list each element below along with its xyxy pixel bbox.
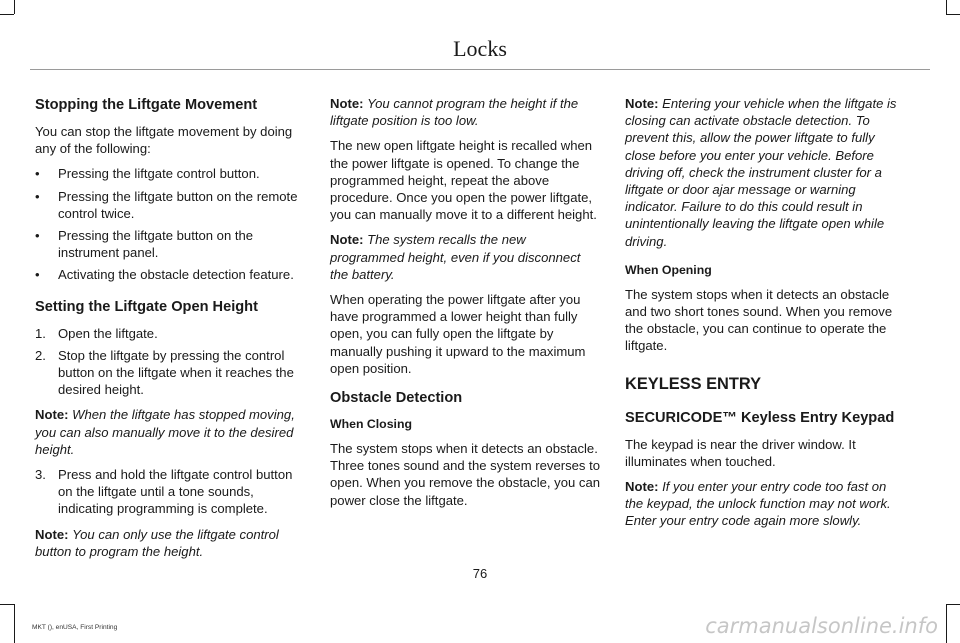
list-item: • Pressing the liftgate button on the instrument panel. (35, 228, 254, 261)
list-item: • Pressing the liftgate button on the remote control twice. (35, 188, 298, 221)
bullet-marker: • (35, 188, 40, 204)
paragraph-keypad-location: The keypad is near the driver window. It illuminates when touched. (625, 436, 856, 469)
heading-obstacle-detection: Obstacle Detection (330, 390, 463, 407)
crop-mark-top-left-v (14, 0, 15, 14)
steps-list-a (35, 325, 307, 399)
bullet-marker: • (35, 166, 40, 182)
heading-when-opening: When Opening (625, 262, 712, 277)
footer-print-info: MKT (), enUSA, First Printing (32, 624, 118, 631)
crop-mark-top-left-h (0, 14, 14, 15)
crop-mark-bottom-left-h (0, 604, 14, 605)
paragraph-lower-height: When operating the power liftgate after you have programmed a lower height than fully open, you can fully open the liftgate by manually pushing it upward to the maximum open position. (330, 292, 586, 376)
crop-mark-bottom-right-v (946, 604, 947, 643)
bullet-marker: • (35, 267, 40, 283)
column-1 (35, 95, 307, 568)
note-height-too-low: Note: You cannot program the height if the liftgate position is too low. (330, 96, 579, 129)
paragraph-height-recalled: The new open liftgate height is recalled when the power liftgate is opened. To change the programmed height, repeat the above procedure. Once you open the power liftgate, you can manually move it to a different height. (330, 138, 597, 223)
heading-when-closing: When Closing (330, 417, 412, 432)
note-program-height: Note: You can only use the liftgate control button to program the height. (35, 526, 279, 559)
heading-stopping-liftgate: Stopping the Liftgate Movement (35, 97, 258, 113)
note-obstacle-entering: Note: Entering your vehicle when the liftgate is closing can activate obstacle detection. To prevent this, allow the power liftgate to fully close before you enter your vehicle. Before driving off, check the instrument cluster for a liftgate or door ajar message or warning indicator. Failure to do this could result in unintentionally leaving the liftgate open while driving. (625, 96, 897, 249)
crop-mark-bottom-left-v (14, 604, 15, 643)
list-item: • Pressing the liftgate control button. (35, 166, 260, 182)
note-recalls-height: Note: The system recalls the new programmed height, even if you disconnect the battery. (330, 232, 581, 282)
header-divider (30, 69, 930, 70)
list-item: • Activating the obstacle detection feature. (35, 267, 294, 283)
list-item: 3. Press and hold the liftgate control button on the liftgate until a tone sounds, indicating programming is complete. (35, 467, 293, 517)
crop-mark-top-right-v (946, 0, 947, 14)
paragraph-closing-obstacle: The system stops when it detects an obstacle. Three tones sound and the system reverses to open. When you remove the obstacle, you can power close the liftgate. (330, 441, 601, 508)
page-header-title: Locks (453, 36, 507, 61)
bullet-marker: • (35, 228, 40, 244)
heading-securicode-keypad: SECURICODE™ Keyless Entry Keypad (625, 409, 895, 426)
list-item: 1. Open the liftgate. (35, 325, 158, 341)
crop-mark-bottom-right-h (946, 604, 960, 605)
bullet-list-stop-methods (35, 165, 307, 283)
note-entry-code-fast: Note: If you enter your entry code too fast on the keypad, the unlock function may not work. Enter your entry code again more slowly. (625, 479, 891, 529)
heading-keyless-entry: KEYLESS ENTRY (625, 374, 762, 393)
paragraph-stop-intro: You can stop the liftgate movement by doing any of the following: (35, 124, 293, 157)
list-item: 2. Stop the liftgate by pressing the control button on the liftgate when it reaches the desired height. (35, 347, 294, 398)
column-3 (625, 95, 897, 538)
page-number: 76 (472, 566, 488, 581)
paragraph-opening-obstacle: The system stops when it detects an obstacle and two short tones sound. When you remove the obstacle, you can continue to operate the liftgate. (625, 286, 893, 354)
site-watermark: carmanualsonline.info (705, 614, 938, 638)
heading-setting-open-height: Setting the Liftgate Open Height (35, 298, 258, 315)
note-manual-move: Note: When the liftgate has stopped moving, you can also manually move it to the desired height. (35, 407, 295, 457)
steps-list-b (35, 466, 307, 518)
crop-mark-top-right-h (946, 14, 960, 15)
column-2 (330, 95, 602, 517)
